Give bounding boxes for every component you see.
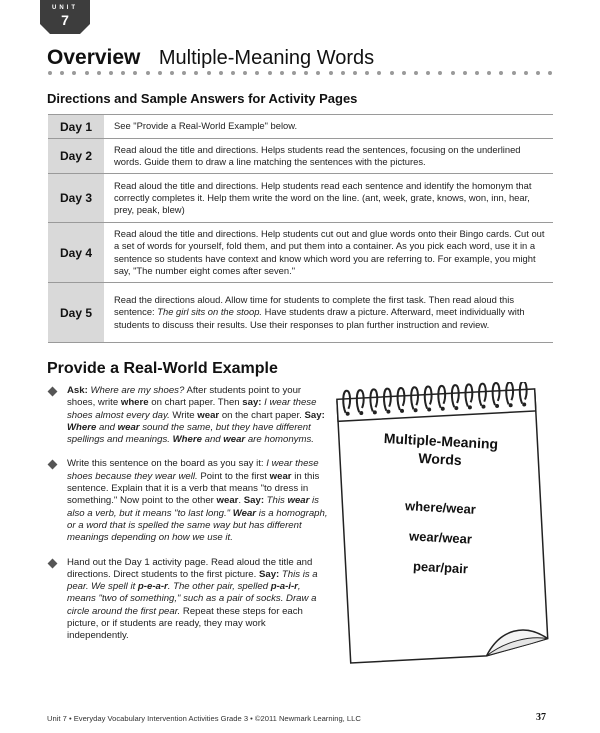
text-italic: Where are my shoes? [87, 385, 185, 396]
text-bold-italic: p-e-a-r [137, 581, 168, 593]
text-italic: is also a verb, but it means "to last long." [67, 495, 319, 519]
divider-dot [231, 71, 235, 75]
text-italic: , means "two of something," such as a pair of socks. Draw a circle around the first pear. [67, 581, 317, 617]
divider-dot [426, 71, 430, 75]
day-label: Day 2 [48, 139, 104, 174]
text: Repeat these steps for each picture, or if students are ready, they may work independently. [67, 605, 303, 642]
notepad-title-line: Multiple-Meaning [383, 430, 499, 452]
text-bold-italic: wear [287, 495, 310, 507]
text: . [238, 495, 244, 507]
text-bold-italic: Where [172, 434, 202, 446]
divider-dot [207, 71, 211, 75]
table-row [48, 283, 553, 343]
day-text: Read aloud the title and directions. Help students read each sentence and identify the homonym that correctly completes it. Help them write the word on the line. (ant, week, grate, knows, won, inn, hear, prey, peak, blew) [104, 174, 553, 223]
text: Hand out the Day 1 activity page. Read aloud the title and directions. Direct students to the first picture. [67, 556, 313, 580]
text: Point to the first [197, 470, 270, 482]
text-bold: Say: [304, 409, 325, 421]
text: on chart paper. Then [148, 397, 243, 409]
divider-dot [524, 71, 528, 75]
text: in this sentence. Explain that it is a verb that means "to dress in something." Now point to the other [67, 470, 320, 507]
bullet-list [47, 385, 329, 655]
text: Write [169, 409, 198, 421]
day-label: Day 4 [48, 223, 104, 283]
divider-dot [377, 71, 381, 75]
text-bold-italic: wear [223, 434, 246, 446]
divider-dot [170, 71, 174, 75]
day-text-example: The girl sits on the stoop. [157, 306, 263, 318]
text-bold: Say: [243, 495, 265, 507]
divider-dot [48, 71, 52, 75]
day-text-part: Have students draw a picture. Afterward, meet individually with students to discuss their results. Use their responses to plan further instruction and review. [114, 306, 525, 330]
text-italic: . The other pair, spelled [167, 581, 271, 593]
text-bold: say: [242, 397, 262, 409]
divider-dot [316, 71, 320, 75]
divider-dot [109, 71, 113, 75]
word-pair: where/wear [404, 498, 477, 517]
text-bold: where [120, 397, 149, 409]
divider-dot [194, 71, 198, 75]
notepad-title-line: Words [417, 449, 463, 469]
divider-dot [341, 71, 345, 75]
title-topic: Multiple-Meaning Words [158, 47, 375, 69]
day-text [104, 283, 553, 343]
divider-dot [268, 71, 272, 75]
divider-dot [414, 71, 418, 75]
divider-dot [402, 71, 406, 75]
divider-dot [60, 71, 64, 75]
text-italic: are homonyms. [245, 434, 314, 446]
divider-dot [451, 71, 455, 75]
table-row [48, 174, 553, 223]
unit-tab [40, 0, 90, 34]
list-item [47, 557, 329, 643]
day-label: Day 3 [48, 174, 104, 223]
text-bold: wear [269, 470, 292, 482]
divider-dot [304, 71, 308, 75]
divider-dot [487, 71, 491, 75]
text-italic: is a homograph, or a word that is spelled the same way but has different meanings depending on how we use it. [67, 507, 328, 544]
divider-dot [512, 71, 516, 75]
divider-dot [85, 71, 89, 75]
text-bold: wear [197, 409, 220, 421]
text-italic: This [264, 495, 288, 507]
divider-dot [292, 71, 296, 75]
text-bold: wear [216, 495, 239, 507]
list-item [47, 458, 329, 544]
divider-dot [182, 71, 186, 75]
divider-dot [499, 71, 503, 75]
divider-dot [390, 71, 394, 75]
text-italic: This is a pear. We spell it [67, 568, 318, 593]
list-item [47, 385, 329, 446]
divider-dot [158, 71, 162, 75]
table-row [48, 139, 553, 174]
word-pair: wear/wear [408, 528, 473, 547]
page-footer: Unit 7 • Everyday Vocabulary Intervention Activities Grade 3 • ©2011 Newmark Learning, LLC [47, 714, 361, 723]
divider-dot [438, 71, 442, 75]
directions-heading: Directions and Sample Answers for Activity Pages [47, 91, 358, 106]
divider-dot [97, 71, 101, 75]
divider-dot [219, 71, 223, 75]
text-bold-italic: p-a-i-r [270, 581, 298, 593]
divider-dot [475, 71, 479, 75]
table-row [48, 223, 553, 283]
divider-dot [365, 71, 369, 75]
day-text: See "Provide a Real-World Example" below. [104, 115, 553, 139]
text-bold-italic: Wear [232, 507, 257, 519]
divider-dot [243, 71, 247, 75]
unit-number: 7 [61, 12, 69, 28]
unit-label: UNIT [52, 5, 78, 11]
divider-dot [255, 71, 259, 75]
diamond-bullet-icon [48, 460, 58, 470]
day-text: Read aloud the title and directions. Helps students read the sentences, focusing on the underlined words. Guide them to draw a line matching the sentences with the pictures. [104, 139, 553, 174]
dotted-divider [48, 71, 553, 77]
day-text-part: Read the directions aloud. Allow time for students to complete the first task. Then read aloud this sentence: [114, 294, 515, 318]
text-bold-italic: wear [117, 421, 140, 433]
text-italic: I wear these shoes almost every day. [67, 397, 317, 421]
text-italic: and [201, 434, 224, 446]
divider-dot [72, 71, 76, 75]
divider-dot [133, 71, 137, 75]
divider-dot [353, 71, 357, 75]
diamond-bullet-icon [48, 558, 58, 568]
notepad-drawing [330, 382, 555, 667]
text-bold: Say: [258, 568, 280, 580]
text: Write this sentence on the board as you say it: [67, 458, 267, 470]
text-italic: I wear these shoes because they wear well. [67, 458, 319, 482]
divider-dot [463, 71, 467, 75]
page-title [47, 46, 374, 70]
days-table [48, 114, 553, 343]
text-bold-italic: Where [67, 421, 97, 433]
text: on the chart paper. [219, 409, 305, 421]
divider-dot [329, 71, 333, 75]
divider-dot [536, 71, 540, 75]
text: After students point to your shoes, write [67, 385, 302, 409]
diamond-bullet-icon [48, 387, 58, 397]
real-world-heading: Provide a Real-World Example [47, 360, 278, 377]
page-number: 37 [536, 712, 546, 723]
text-bold: Ask: [67, 385, 88, 396]
text-italic: and [96, 421, 118, 433]
divider-dot [280, 71, 284, 75]
divider-dot [121, 71, 125, 75]
notepad-illustration [330, 382, 555, 667]
day-label: Day 1 [48, 115, 104, 139]
text-italic: sound the same, but they have different spellings and meanings. [67, 421, 311, 446]
day-text: Read aloud the title and directions. Help students cut out and glue words onto their Bingo cards. Cut out a set of words for yourself, fold them, and put them into a container. As you pick each word, use it in a sentence so students have context and know which word you are referring to. For example, you might say, "The number eight comes after seven." [104, 223, 553, 283]
word-pair: pear/pair [412, 558, 469, 577]
divider-dot [146, 71, 150, 75]
title-overview: Overview [47, 46, 141, 69]
day-label: Day 5 [48, 283, 104, 343]
divider-dot [548, 71, 552, 75]
table-row [48, 115, 553, 139]
